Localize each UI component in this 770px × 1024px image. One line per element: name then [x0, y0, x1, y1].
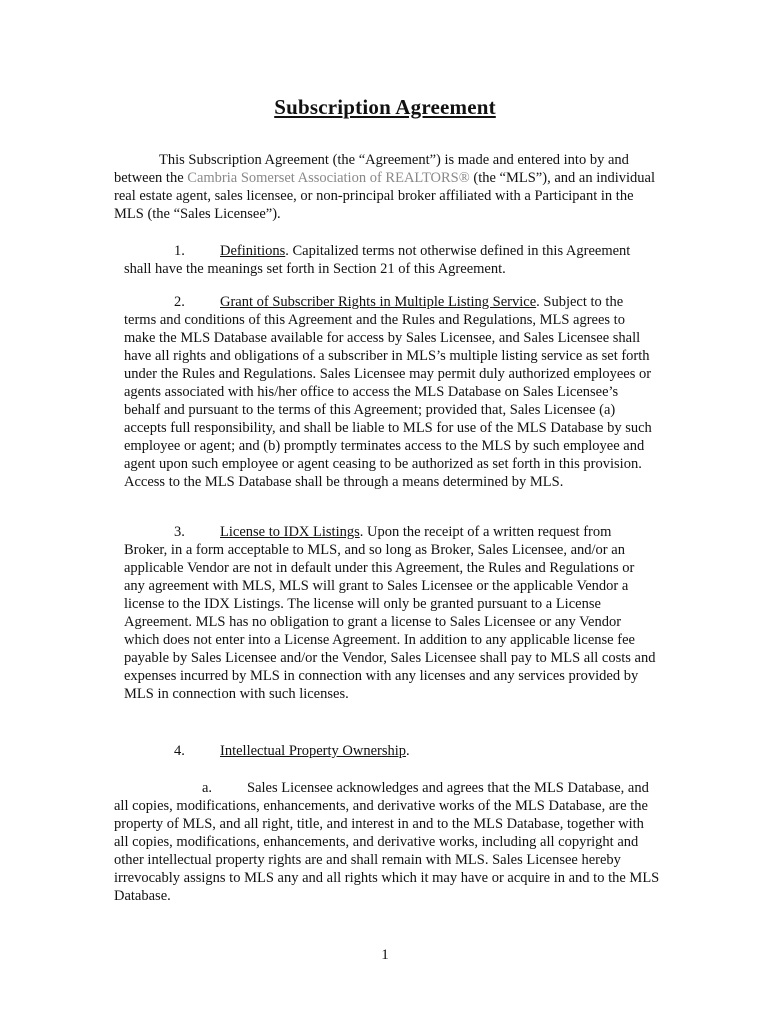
- section-body: . Upon the receipt of a written request from Broker, in a form acceptable to MLS, and so long as Broker, Sales Licensee, and/or an applicable Vendor are not in default under this Agreement, the Rules and Regulations or any agreement with MLS, MLS will grant to Sales Licensee or the applicable Vendor a license to the IDX Listings. The license will only be granted pursuant to a License Agreement. MLS has no obligation to grant a license to Sales Licensee or any Vendor which does not enter into a License Agreement. In addition to any applicable license fee payable by Sales Licensee and/or the Vendor, Sales Licensee shall pay to MLS all costs and expenses incurred by MLS in connection with any licenses and any services provided by MLS in connection with such licenses.: [124, 524, 656, 702]
- section-body: . Subject to the terms and conditions of this Agreement and the Rules and Regulations, MLS agrees to make the MLS Database available for access by Sales Licensee, and Sales Licensee shall have all rights and obligations of a subscriber in MLS’s multiple listing service as set forth under the Rules and Regulations. Sales Licensee may permit duly authorized employees or agents associated with his/her office to access the MLS Database on Sales Licensee’s behalf and pursuant to the terms of this Agreement; provided that, Sales Licensee (a) accepts full responsibility, and shall be liable to MLS for use of the MLS Database by such employee or agent; and (b) promptly terminates access to the MLS by such employee and agent upon such employee or agent ceasing to be authorized as set forth in this provision. Access to the MLS Database shall be through a means determined by MLS.: [124, 294, 652, 490]
- intro-paragraph: [114, 151, 662, 223]
- section-heading: Intellectual Property Ownership: [220, 743, 407, 759]
- section-heading: Grant of Subscriber Rights in Multiple Listing Service: [220, 294, 537, 310]
- subsection-label: a.: [202, 780, 213, 796]
- association-name: Cambria Somerset Association of REALTORS®: [187, 170, 470, 186]
- section-4: [124, 742, 656, 760]
- section-heading: Definitions: [220, 243, 286, 259]
- section-body: .: [406, 743, 410, 759]
- intro-text-end: (the “MLS”), and an individual real estate agent, sales licensee, or non-principal broker affiliated with a Participant in the MLS (the “Sales Licensee”).: [114, 170, 655, 222]
- subsection-body: Sales Licensee acknowledges and agrees that the MLS Database, and all copies, modifications, enhancements, and derivative works of the MLS Database, are the property of MLS, and all right, title, and interest in and to the MLS Database, together with all copies, modifications, enhancements, and derivative works, including all copyright and other intellectual property rights are and shall remain with MLS. Sales Licensee hereby irrevocably assigns to MLS any and all rights which it may have or acquire in and to the MLS Database.: [114, 780, 660, 904]
- document-title: Subscription Agreement: [274, 95, 496, 119]
- subsection-a: [114, 779, 662, 905]
- section-2: [124, 293, 656, 491]
- section-number: 3.: [174, 524, 185, 540]
- section-number: 1.: [174, 243, 185, 259]
- section-3: [124, 523, 656, 703]
- page-number: 1: [381, 947, 389, 963]
- section-number: 2.: [174, 294, 185, 310]
- intro-text-start: This Subscription Agreement (the “Agreement”) is made and entered into by and between the: [114, 152, 629, 186]
- section-body: . Capitalized terms not otherwise defined in this Agreement shall have the meanings set forth in Section 21 of this Agreement.: [124, 243, 631, 277]
- section-number: 4.: [174, 743, 185, 759]
- section-heading: License to IDX Listings: [220, 524, 360, 540]
- section-1: [124, 242, 656, 278]
